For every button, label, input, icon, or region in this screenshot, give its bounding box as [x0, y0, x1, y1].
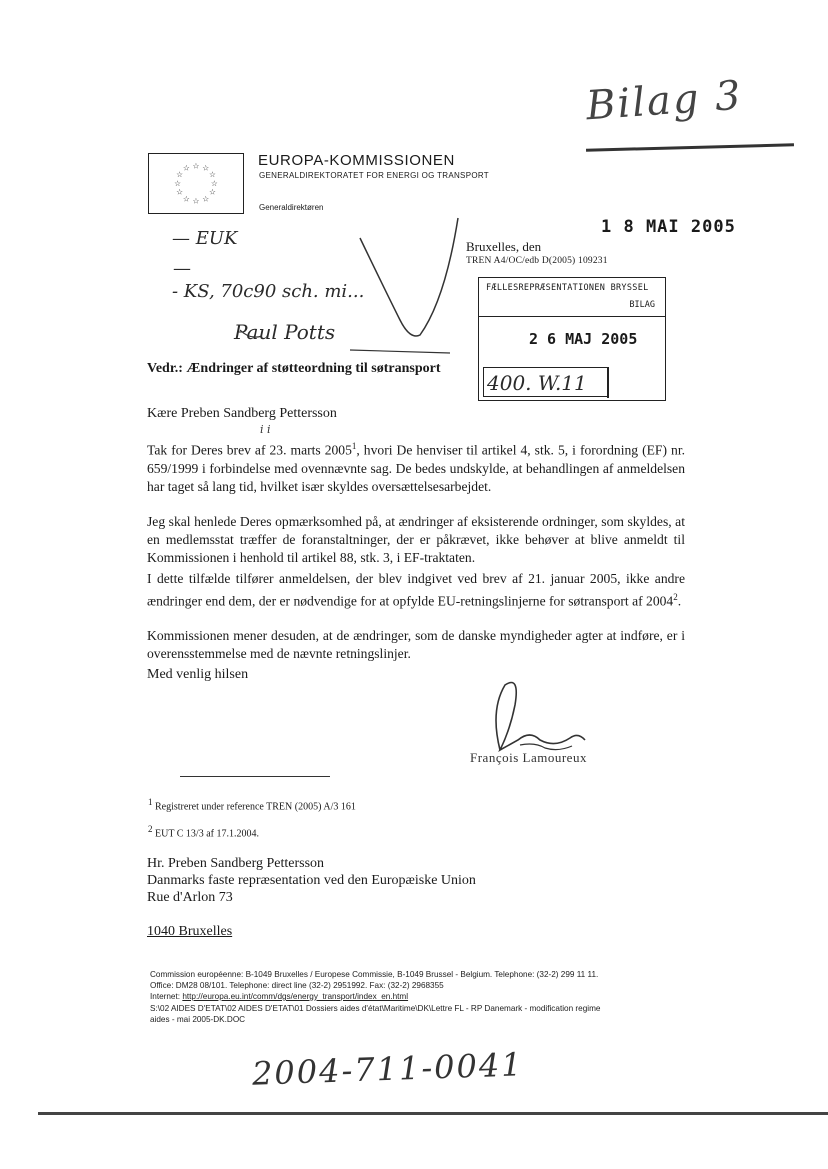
svg-text:☆: ☆	[208, 187, 216, 197]
handwritten-note-2: - KS, 70c90 sch. mi...	[172, 281, 365, 302]
handwritten-note-1: — EUK	[172, 228, 238, 249]
body-paragraph-4: Kommissionen mener desuden, at de ændringer, som de danske myndigheder agter at indføre, er i overensstemmelse med de nævnte retningslinjer.	[147, 628, 685, 661]
page-bottom-rule	[38, 1112, 828, 1115]
stamp-journal-number: 400. W.11	[487, 371, 587, 395]
footnote-1: $^1$ Registreret under reference TREN (2005) A/3 161	[148, 797, 356, 813]
svg-text:☆: ☆	[192, 196, 200, 206]
recipient-street: Rue d'Arlon 73	[147, 890, 233, 905]
handwritten-annotation-bilag: Bilag 3	[584, 72, 745, 130]
salutation: Kære Preben Sandberg Pettersson	[147, 406, 337, 421]
signatory-name: François Lamoureux	[470, 750, 587, 765]
date-stamp: 1 8 MAI 2005	[601, 217, 736, 237]
footnote-ref-1: 1	[351, 441, 357, 451]
footer-address: Commission européenne: B-1049 Bruxelles / Europese Commissie, B-1049 Brussel - Belgium. Telephone: (32-2) 299 11 11.	[150, 970, 599, 979]
svg-text:☆: ☆	[182, 194, 190, 204]
body-paragraph-1: Tak for Deres brev af 23. marts 2005$^1$, hvori De henviser til artikel 4, stk. 5, i forordning (EF) nr. 659/1999 i forbindelse med ovennævnte sag. De bedes undskylde, at behandlingen af anmeldelsen har taget så lang tid, hvilket især skyldes oversættelsesarbejdet.	[147, 441, 685, 494]
receipt-stamp	[478, 277, 666, 401]
eu-stars-emblem-icon	[148, 153, 244, 214]
recipient-organization: Danmarks faste repræsentation ved den Europæiske Union	[147, 873, 476, 888]
closing: Med venlig hilsen	[147, 667, 249, 682]
reference-number: TREN A4/OC/edb D(2005) 109231	[466, 256, 608, 266]
svg-text:☆: ☆	[176, 170, 184, 180]
handwritten-initials: Paul Potts	[234, 320, 336, 344]
svg-text:☆: ☆	[202, 194, 210, 204]
svg-text:☆: ☆	[192, 161, 200, 171]
footnote-separator	[180, 776, 330, 777]
body-paragraph-3: I dette tilfælde tilfører anmeldelsen, der blev indgivet ved brev af 21. januar 2005, ikke andre ændringer end dem, der er nødvendige for at opfylde EU-retningslinjerne for søtransport af 2004$^2$.	[147, 571, 685, 609]
stamp-bilag-label: BILAG	[629, 300, 655, 310]
svg-text:☆: ☆	[182, 163, 190, 173]
handwritten-underline	[586, 143, 794, 151]
body-paragraph-2: Jeg skal henlede Deres opmærksomhed på, at ændringer af eksisterende ordninger, som skyldes, at en medlemsstat træffer de foranstaltninger, der er påkrævet, ikke behøver at blive anmeldt til Kommissionen i henhold til artikel 88, stk. 3, i EF-traktaten.	[147, 514, 685, 565]
handwritten-marginal-mark: i i	[260, 423, 271, 436]
footer-internet: Internet: http://europa.eu.int/comm/dgs/energy_transport/index_en.html	[150, 992, 409, 1001]
footer-file-path: S:\02 AIDES D'ETAT\02 AIDES D'ETAT\01 Dossiers aides d'état\Maritime\DK\Lettre FL - RP Danemark - modification regime	[150, 1004, 601, 1013]
svg-text:☆: ☆	[176, 187, 184, 197]
organization-name: EUROPA-KOMMISSIONEN	[258, 152, 455, 169]
footnote-ref-2: 2	[673, 592, 678, 602]
footer-file-name: aides - mai 2005-DK.DOC	[150, 1015, 246, 1024]
place-date-label: Bruxelles, den	[466, 239, 542, 254]
footer-contact: Office: DM28 08/101. Telephone: direct line (32-2) 2951992. Fax: (32-2) 2968355	[150, 981, 444, 990]
footnote-2: $^2$ EUT C 13/3 af 17.1.2004.	[148, 824, 259, 840]
handwritten-bracket-stroke	[0, 0, 828, 420]
stamp-divider	[607, 367, 609, 398]
sender-role: Generaldirektøren	[259, 203, 324, 212]
stamp-office: FÆLLESREPRÆSENTATIONEN BRYSSEL	[486, 283, 649, 293]
handwritten-dash: —	[173, 258, 191, 279]
recipient-name: Hr. Preben Sandberg Pettersson	[147, 856, 325, 871]
handwritten-file-number: 2004-711-0041	[251, 1045, 525, 1093]
svg-text:☆: ☆	[208, 170, 216, 180]
stamp-date: 2 6 MAJ 2005	[529, 330, 638, 348]
footer-internet-link[interactable]: http://europa.eu.int/comm/dgs/energy_transport/index_en.html	[182, 992, 409, 1001]
subject-line: Vedr.: Ændringer af støtteordning til søtransport	[147, 361, 441, 376]
svg-text:☆: ☆	[174, 178, 182, 188]
stamp-header	[479, 278, 665, 317]
directorate-name: GENERALDIREKTORATET FOR ENERGI OG TRANSPORT	[259, 171, 489, 180]
svg-text:☆: ☆	[210, 178, 218, 188]
recipient-city: 1040 Bruxelles	[147, 924, 233, 939]
svg-text:☆: ☆	[202, 163, 210, 173]
